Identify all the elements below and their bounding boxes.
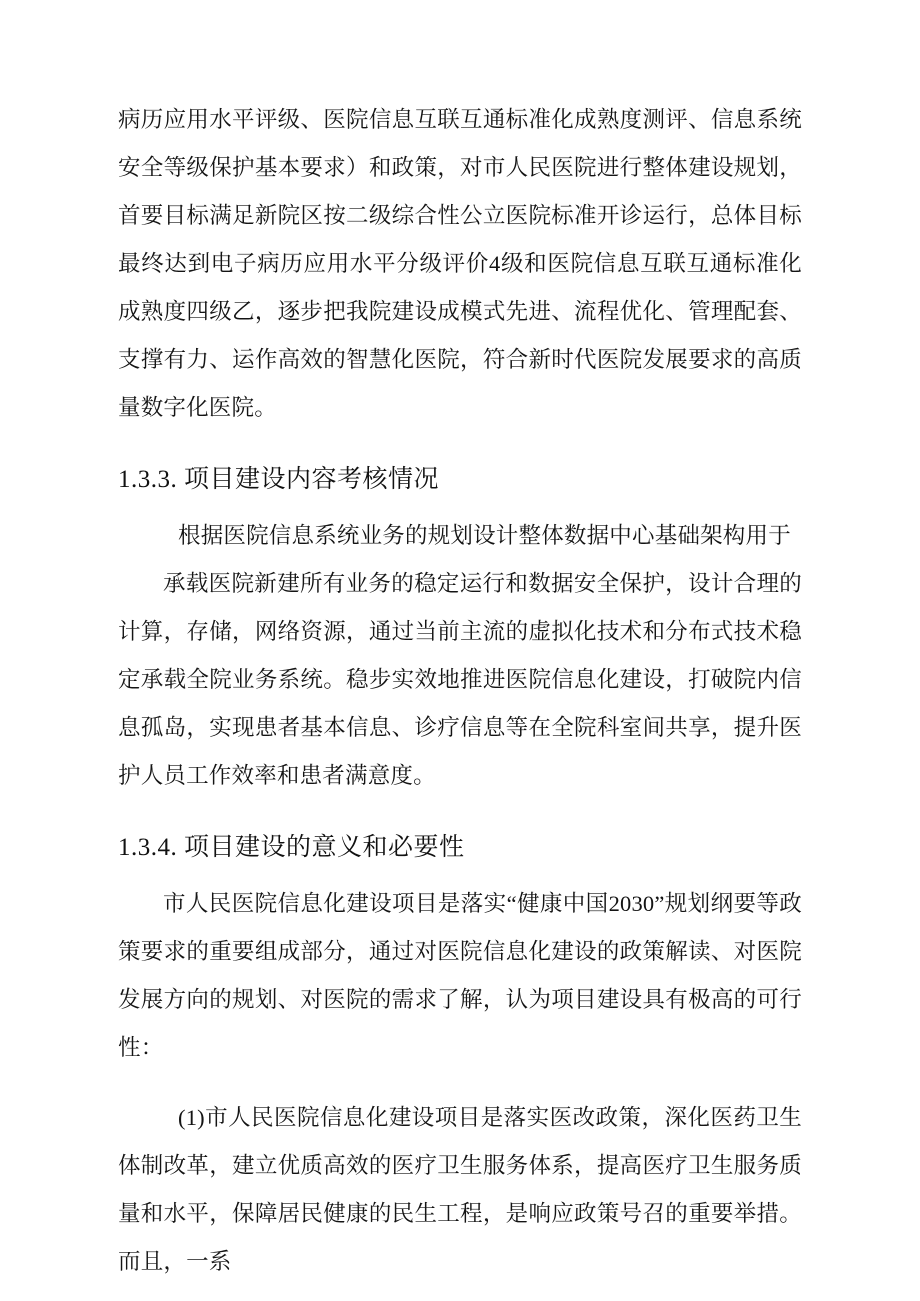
paragraph-overall-plan: 病历应用水平评级、医院信息互联互通标准化成熟度测评、信息系统安全等级保护基本要求）和政策，对市人民医院进行整体建设规划，首要目标满足新院区按二级综合性公立医院标准开诊运行，总体目标最终达到电子病历应用水平分级评价4级和医院信息互联互通标准化成熟度四级乙，逐步把我院建设成模式先进、流程优化、管理配套、支撑有力、运作高效的智慧化医院，符合新时代医院发展要求的高质量数字化医院。 [118,107,802,420]
paragraph-item-1: (1)市人民医院信息化建设项目是落实医改政策，深化医药卫生体制改革，建立优质高效的医疗卫生服务体系，提高医疗卫生服务质量和水平，保障居民健康的民生工程，是响应政策号召的重要举措。而且，一系 [118,1105,802,1274]
document-body [118,96,802,1286]
paragraph-data-center: 根据医院信息系统业务的规划设计整体数据中心基础架构用于 [178,523,791,548]
heading-1-3-4: 1.3.4. 项目建设的意义和必要性 [118,834,465,861]
heading-1-3-3: 1.3.3. 项目建设内容考核情况 [118,466,440,493]
paragraph-data-center-cont: 承载医院新建所有业务的稳定运行和数据安全保护，设计合理的计算，存储，网络资源，通过当前主流的虚拟化技术和分布式技术稳定承载全院业务系统。稳步实效地推进医院信息化建设，打破院内信息孤岛，实现患者基本信息、诊疗信息等在全院科室间共享，提升医护人员工作效率和患者满意度。 [118,571,802,788]
paragraph-spacer [118,1072,802,1094]
paragraph-significance: 市人民医院信息化建设项目是落实“健康中国2030”规划纲要等政策要求的重要组成部分，通过对医院信息化建设的政策解读、对医院发展方向的规划、对医院的需求了解，认为项目建设具有极高的可行性： [118,891,802,1060]
